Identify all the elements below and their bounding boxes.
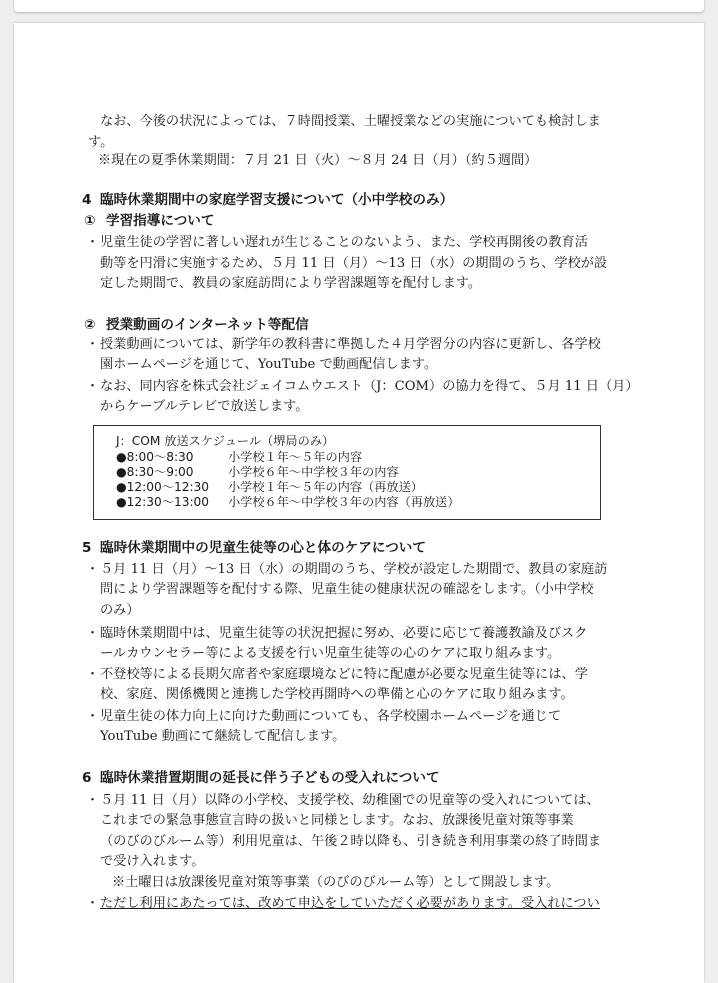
schedule-time: ●12:00～12:30 [116,480,210,494]
bullet-mark: ・ [86,793,100,808]
schedule-title: J：COM 放送スケジュール（堺局のみ） [116,434,335,448]
bullet-mark: ・ [86,337,100,352]
section-heading: 臨時休業措置期間の延長に伴う子どもの受入れについて [100,770,440,786]
body-line: からケーブルテレビで放送します。 [100,399,309,414]
schedule-row [116,450,586,465]
subsection-heading: 授業動画のインターネット等配信 [106,317,309,333]
body-line: ５月 11 日（月）以降の小学校、支援学校、幼稚園での児童等の受入れについては、 [100,793,600,808]
schedule-time: ●8:00～8:30 [116,450,194,464]
underlined-line: ただし利用にあたっては、改めて申込をしていただく必要があります。受入れについ [100,896,600,911]
intro-line: なお、今後の状況によっては、７時間授業、土曜授業などの実施についても検討しま [100,114,601,129]
bullet-mark: ・ [86,667,100,682]
subsection-number: ② [84,317,96,333]
body-line: 定した期間で、教員の家庭訪問により学習課題等を配付します。 [100,276,482,291]
schedule-content: 小学校１年～５年の内容 [228,450,363,464]
section-heading: 臨時休業期間中の児童生徒等の心と体のケアについて [100,540,426,556]
body-line: 校、家庭、関係機関と連携した学校再開時への準備と心のケアに取り組みます。 [100,687,574,702]
subsection-heading: 学習指導について [106,213,215,229]
section-heading: 臨時休業期間中の家庭学習支援について（小中学校のみ） [100,192,454,208]
body-line: 児童生徒の体力向上に向けた動画についても、各学校園ホームページを通じて [100,709,562,724]
body-line: 動等を円滑に実施するため、５月 11 日（月）～13 日（水）の期間のうち、学校が設 [100,256,608,271]
body-line: ールカウンセラー等による支援を行い児童生徒等の心のケアに取り組みます。 [100,646,561,661]
body-line: 問により学習課題等を配付する際、児童生徒の健康状況の確認をします。（小中学校 [100,582,594,597]
bullet-mark: ・ [86,896,100,911]
schedule-content: 小学校６年～中学校３年の内容 [228,465,399,479]
bullet-mark: ・ [86,709,100,724]
bullet-mark: ・ [86,379,100,394]
body-line: 児童生徒の学習に著しい遅れが生じることのないよう、また、学校再開後の教育活 [100,235,588,250]
subsection-number: ① [84,213,96,229]
body-line: これまでの緊急事態宣言時の扱いと同様とします。なお、放課後児童対策等事業 [100,813,574,828]
body-line: 授業動画については、新学年の教科書に準拠した４月学習分の内容に更新し、各学校 [100,337,601,352]
body-line: のみ） [100,603,140,618]
broadcast-schedule-box [93,425,601,520]
body-line: なお、同内容を株式会社ジェイコムウエスト（J：COM）の協力を得て、５月 11 日（月） [100,379,639,394]
intro-note: ※現在の夏季休業期間：７月 21 日（火）～８月 24 日（月）（約５週間） [98,153,538,168]
body-line: 臨時休業期間中は、児童生徒等の状況把握に努め、必要に応じて養護教諭及びスク [100,626,588,641]
body-line: （のびのびルーム等）利用児童は、午後２時以降も、引き続き利用事業の終了時間ま [100,834,602,849]
section-number: 5 [82,540,92,556]
schedule-content: 小学校１年～５年の内容（再放送） [228,480,423,494]
section-number: 6 [82,770,92,786]
schedule-row [116,480,586,495]
document-page [14,23,704,983]
body-line: で受け入れます。 [100,854,205,869]
body-note: ※土曜日は放課後児童対策等事業（のびのびルーム等）として開設します。 [112,875,560,890]
schedule-content: 小学校６年～中学校３年の内容（再放送） [228,495,460,509]
section-number: 4 [82,192,92,208]
schedule-time: ●12:30～13:00 [116,495,210,509]
bullet-mark: ・ [86,626,100,641]
schedule-row [116,465,586,480]
body-line: 園ホームページを通じて、YouTube で動画配信します。 [100,357,438,372]
schedule-time: ●8:30～9:00 [116,465,194,479]
body-line: 不登校等による長期欠席者や家庭環境などに特に配慮が必要な児童生徒等には、学 [100,667,588,682]
intro-line: す。 [88,135,114,150]
bullet-mark: ・ [86,235,100,250]
schedule-row [116,495,586,510]
body-line: YouTube 動画にて継続して配信します。 [100,729,346,744]
body-line: ５月 11 日（月）～13 日（水）の期間のうち、学校が設定した期間で、教員の家庭訪 [100,562,608,577]
bullet-mark: ・ [86,562,100,577]
previous-page-edge [14,0,704,12]
